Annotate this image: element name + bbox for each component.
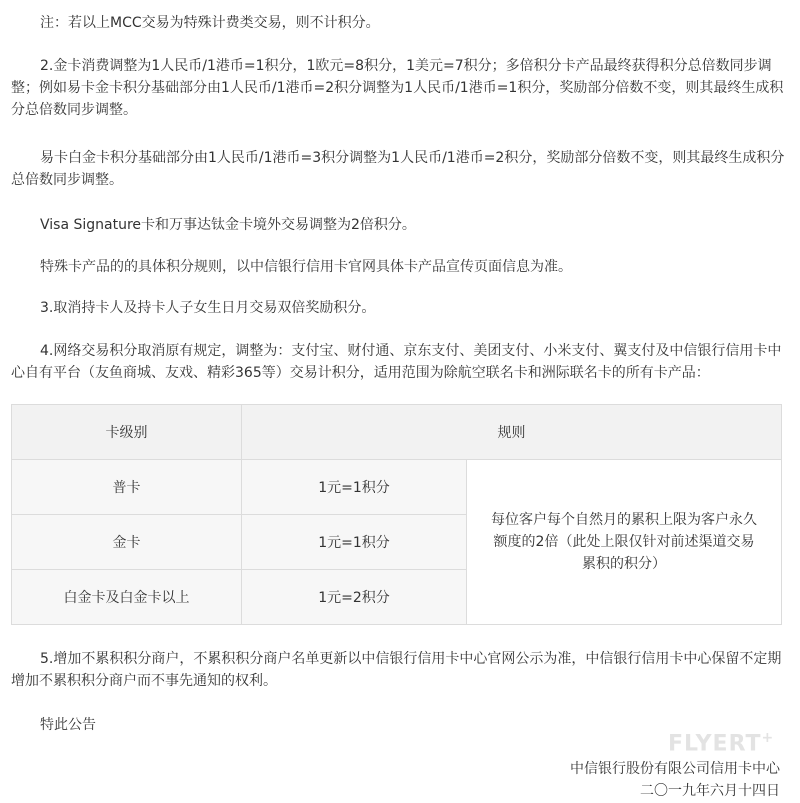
- points-rule-table: [11, 404, 782, 625]
- table-header-row: [12, 405, 782, 460]
- closing-announcement: 特此公告: [40, 717, 96, 733]
- paragraph-platinum-card: 易卡白金卡积分基础部分由1人民币/1港币=3积分调整为1人民币/1港币=2积分，奖励部分倍数不变，则其最终生成积分总倍数同步调整。: [11, 150, 785, 188]
- header-rule: 规则: [242, 405, 782, 460]
- card-level-cell: 普卡: [12, 460, 242, 515]
- flyert-watermark: FLYERT+: [668, 730, 775, 757]
- monthly-cap-note: 每位客户每个自然月的累积上限为客户永久额度的2倍（此处上限仅针对前述渠道交易累积的积分）: [467, 460, 782, 625]
- paragraph-2-gold-card: 2.金卡消费调整为1人民币/1港币=1积分，1欧元=8积分，1美元=7积分；多倍积分卡产品最终获得积分总倍数同步调整；例如易卡金卡积分基础部分由1人民币/1港币=2积分调整为1人民币/1港币=1积分，奖励部分倍数不变，则其最终生成积分总倍数同步调整。: [11, 58, 784, 118]
- card-level-cell: 金卡: [12, 515, 242, 570]
- mcc-note: 注：若以上MCC交易为特殊计费类交易，则不计积分。: [40, 15, 380, 31]
- rule-cell: 1元=1积分: [242, 460, 467, 515]
- table-row: [12, 460, 782, 515]
- signature-org: 中信银行股份有限公司信用卡中心: [570, 761, 780, 777]
- paragraph-special-cards: 特殊卡产品的的具体积分规则，以中信银行信用卡官网具体卡产品宣传页面信息为准。: [40, 259, 572, 275]
- rule-cell: 1元=1积分: [242, 515, 467, 570]
- card-level-cell: 白金卡及白金卡以上: [12, 570, 242, 625]
- rule-cell: 1元=2积分: [242, 570, 467, 625]
- signature-date: 二〇一九年六月十四日: [640, 783, 780, 799]
- paragraph-3-birthday: 3.取消持卡人及持卡人子女生日月交易双倍奖励积分。: [40, 300, 376, 316]
- paragraph-visa-signature: Visa Signature卡和万事达钛金卡境外交易调整为2倍积分。: [40, 217, 416, 233]
- header-card-level: 卡级别: [12, 405, 242, 460]
- paragraph-5-excluded-merchants: 5.增加不累积积分商户，不累积积分商户名单更新以中信银行信用卡中心官网公示为准，中信银行信用卡中心保留不定期增加不累积积分商户而不事先通知的权利。: [11, 651, 782, 689]
- paragraph-4-online: 4.网络交易积分取消原有规定，调整为：支付宝、财付通、京东支付、美团支付、小米支付、翼支付及中信银行信用卡中心自有平台（友鱼商城、友戏、精彩365等）交易计积分，适用范围为除航空联名卡和洲际联名卡的所有卡产品：: [11, 343, 782, 381]
